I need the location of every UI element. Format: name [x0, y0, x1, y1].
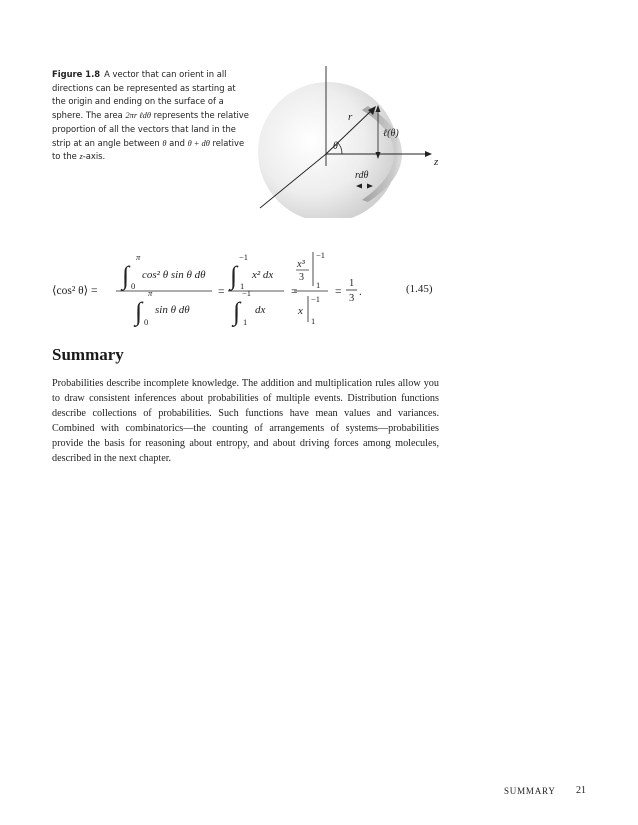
label-rdtheta: rdθ	[355, 170, 369, 181]
equals-sign-2: =	[291, 286, 298, 298]
caption-text-1: A vector that can orient in all directions can be represented as starting at the origin and ending on the surface of a sphere. The area	[52, 69, 236, 121]
t3-num-lower: 1	[316, 280, 321, 290]
caption-text-5: -axis.	[82, 151, 106, 162]
sphere-figure	[256, 58, 456, 218]
figure-caption	[52, 68, 252, 164]
t2-den-integrand: dx	[255, 304, 266, 316]
caption-text-4: relative to the	[52, 137, 245, 162]
t3-den-var: x	[298, 305, 303, 317]
t1-num-integrand: cos² θ sin θ dθ	[142, 269, 206, 281]
integral-sign: ∫	[135, 297, 143, 326]
label-z: z	[434, 156, 439, 168]
caption-math-3: θ + dθ	[187, 138, 210, 148]
result-den: 3	[349, 293, 355, 304]
caption-text-2: represents the relative proportion of all the vectors that land in the strip at an angle between	[52, 110, 249, 148]
label-r: r	[348, 111, 353, 123]
t2-num-upper: −1	[239, 252, 249, 262]
integral-sign: ∫	[122, 261, 130, 290]
page-number: 21	[576, 785, 586, 796]
integral-sign: ∫	[233, 297, 241, 326]
sphere-shape	[258, 82, 398, 218]
t1-den-upper: π	[148, 288, 153, 298]
t3-den-lower: 1	[311, 316, 316, 326]
result-num: 1	[349, 278, 355, 289]
equals-sign-3: =	[335, 286, 342, 298]
t1-num-lower: 0	[131, 281, 136, 291]
figure-label: Figure 1.8	[52, 69, 101, 79]
t3-num-frac-top: x³	[297, 259, 305, 270]
t1-num-upper: π	[136, 252, 141, 262]
caption-math-2: θ	[162, 138, 167, 148]
t3-num-upper: −1	[316, 250, 326, 260]
section-heading: Summary	[52, 345, 124, 364]
t2-num-lower: 1	[240, 281, 245, 291]
t2-den-upper: −1	[242, 288, 252, 298]
eq-lhs: ⟨cos² θ⟩ =	[52, 285, 98, 297]
t1-den-lower: 0	[144, 317, 149, 327]
eq-trailing: .	[359, 286, 362, 298]
z-axis-arrow	[425, 151, 432, 157]
label-theta: θ	[333, 141, 338, 152]
t3-num-frac-bot: 3	[299, 272, 304, 283]
caption-math-1: 2πr ℓdθ	[125, 111, 151, 121]
t3-den-upper: −1	[311, 294, 321, 304]
t2-num-integrand: x² dx	[252, 269, 274, 281]
equation-1-45	[52, 246, 572, 328]
equation-number: (1.45)	[406, 283, 433, 295]
label-ell-theta: ℓ(θ)	[383, 128, 399, 139]
caption-math-4: z	[79, 152, 83, 162]
t1-den-integrand: sin θ dθ	[155, 304, 190, 316]
t2-den-lower: 1	[243, 317, 248, 327]
integral-sign: ∫	[230, 261, 238, 290]
body-paragraph: Probabilities describe incomplete knowledge. The addition and multiplication rules allow you to draw consistent inferences about probabilities of multiple events. Distribution functions describe collections of probabilities. Such functions have mean values and variances. Combined with combinatorics—the counting of arrangements of systems—probabilities provide the basis for reasoning about entropy, and about driving forces among molecules, described in the next chapter.	[52, 378, 439, 464]
equals-sign-1: =	[218, 286, 225, 298]
running-head: SUMMARY	[504, 786, 556, 796]
caption-text-3: and	[166, 137, 188, 148]
section-body	[52, 377, 439, 466]
